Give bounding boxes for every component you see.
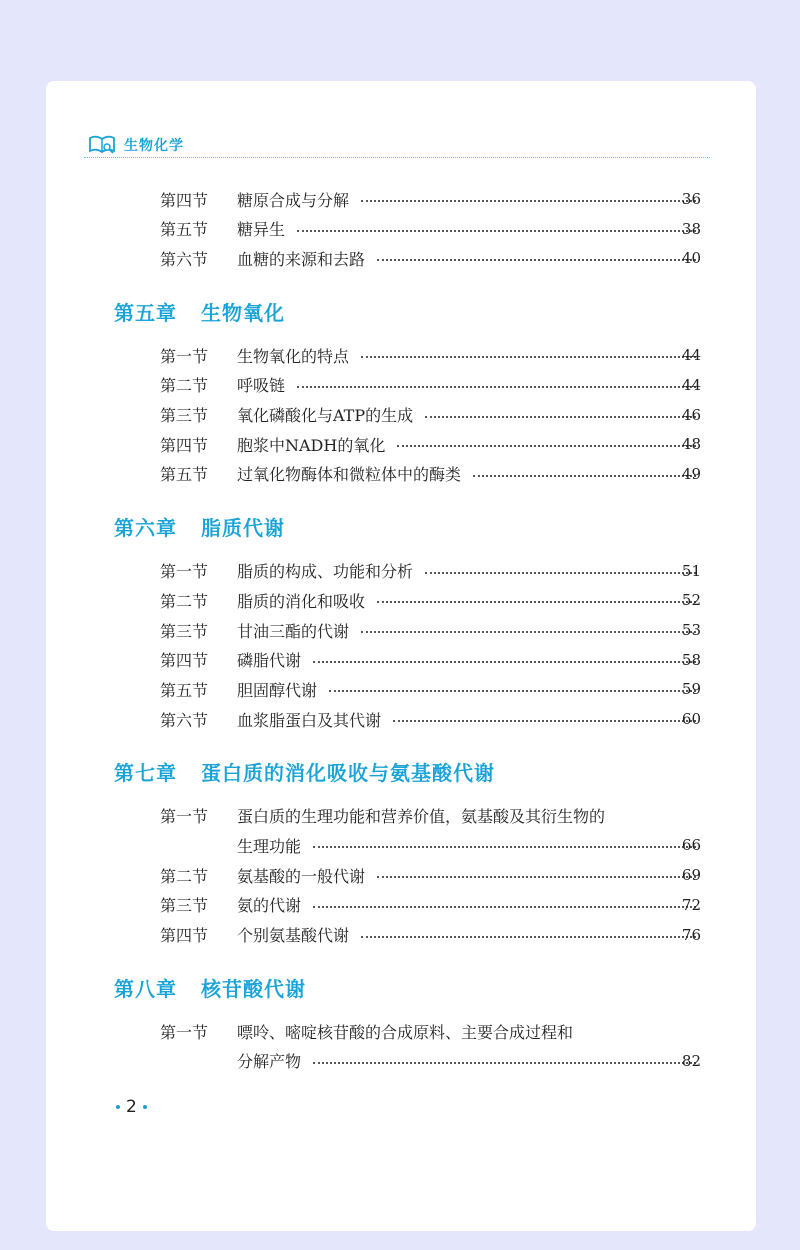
dot-leader	[313, 661, 696, 663]
chapter-title: 蛋白质的消化吸收与氨基酸代谢	[201, 761, 495, 786]
section-page-number: 38	[681, 219, 701, 238]
section-title: 氧化磷酸化与ATP的生成	[237, 406, 414, 425]
section-page-number: 53	[681, 621, 701, 639]
dot-leader	[393, 720, 696, 722]
section-title: 生物氧化的特点	[237, 346, 350, 366]
chapter-title: 生物氧化	[201, 300, 285, 325]
toc-entry-line	[46, 246, 756, 270]
footer-dot-left	[116, 1105, 120, 1109]
section-title: 过氧化物酶体和微粒体中的酶类	[237, 465, 462, 485]
section-title: 氨的代谢	[237, 896, 302, 916]
dot-leader	[361, 200, 696, 202]
section-title-wrap	[237, 893, 700, 916]
toc-entry-line	[46, 343, 756, 367]
section-number: 第四节	[160, 651, 209, 671]
section-title: 脂质的消化和吸收	[237, 591, 366, 611]
dot-leader	[377, 876, 696, 878]
section-title-wrap	[237, 619, 700, 642]
section-number: 第五节	[160, 220, 209, 240]
section-number: 第六节	[160, 710, 209, 730]
section-title-wrap	[237, 344, 700, 367]
section-number: 第三节	[160, 621, 209, 641]
section-number: 第四节	[160, 190, 209, 210]
section-number: 第六节	[160, 249, 209, 269]
toc-entry-line	[46, 1019, 756, 1043]
section-title: 分解产物	[237, 1052, 302, 1072]
section-page-number: 44	[681, 375, 701, 394]
chapter-heading	[114, 972, 306, 1002]
section-title-wrap	[237, 433, 700, 456]
toc-entry-line	[46, 863, 756, 887]
section-number: 第五节	[160, 465, 209, 485]
dot-leader	[397, 445, 696, 447]
toc-entry-line	[46, 217, 756, 241]
dot-leader	[425, 416, 696, 418]
section-title-line1: 嘌呤、嘧啶核苷酸的合成原料、主要合成过程和	[237, 1022, 574, 1042]
section-title: 呼吸链	[237, 376, 286, 396]
chapter-number: 第六章	[114, 516, 177, 541]
toc-entry-line	[46, 559, 756, 583]
section-page-number: 58	[681, 650, 701, 669]
section-number: 第四节	[160, 926, 209, 946]
toc-entry-line	[46, 618, 756, 642]
section-title-wrap	[237, 923, 700, 946]
chapter-number: 第八章	[114, 976, 177, 1001]
chapter-title: 脂质代谢	[201, 516, 285, 541]
toc-entry-line	[46, 187, 756, 211]
toc-entry-line	[46, 1049, 756, 1073]
section-number: 第二节	[160, 591, 209, 611]
footer-dot-right	[143, 1105, 147, 1109]
dot-leader	[377, 601, 696, 603]
section-title: 糖原合成与分解	[237, 190, 350, 210]
section-page-number: 48	[681, 435, 701, 454]
section-title-wrap	[237, 559, 700, 582]
dot-leader	[313, 846, 696, 848]
section-number: 第一节	[160, 807, 209, 827]
section-page-number: 44	[681, 346, 701, 365]
dot-leader	[361, 631, 696, 633]
dot-leader	[473, 475, 696, 477]
toc-entry-line	[46, 462, 756, 486]
toc-entry-line	[46, 588, 756, 612]
section-page-number: 46	[681, 405, 701, 424]
section-number: 第五节	[160, 680, 209, 700]
section-title-wrap	[237, 188, 700, 211]
section-title-wrap	[237, 373, 700, 396]
section-number: 第一节	[160, 562, 209, 582]
section-title: 脂质的构成、功能和分析	[237, 562, 414, 582]
section-title: 个别氨基酸代谢	[237, 926, 350, 946]
section-title: 氨基酸的一般代谢	[237, 866, 366, 886]
toc-entry-line	[46, 403, 756, 427]
section-title-wrap	[237, 589, 700, 612]
section-page-number: 72	[681, 895, 701, 914]
section-title-wrap	[237, 1049, 700, 1072]
page-sheet	[46, 81, 756, 1231]
section-page-number: 76	[681, 925, 701, 944]
section-number: 第一节	[160, 346, 209, 366]
section-title-wrap	[237, 834, 700, 857]
section-page-number: 40	[681, 249, 701, 268]
toc-entry-line	[46, 373, 756, 397]
section-page-number: 51	[681, 561, 701, 580]
section-title-wrap	[237, 678, 700, 701]
dot-leader	[329, 690, 696, 692]
section-title: 血浆脂蛋白及其代谢	[237, 710, 382, 730]
dot-leader	[297, 386, 696, 388]
chapter-heading	[114, 296, 285, 326]
section-page-number: 66	[681, 836, 701, 855]
header-title: 生物化学	[124, 138, 184, 154]
section-title-line1: 蛋白质的生理功能和营养价值，氨基酸及其衍生物的	[237, 807, 606, 827]
toc-entry-line	[46, 677, 756, 701]
section-title-wrap	[237, 403, 700, 426]
toc-entry-line	[46, 923, 756, 947]
section-number: 第四节	[160, 435, 209, 455]
toc-entry-line	[46, 833, 756, 857]
section-number: 第二节	[160, 866, 209, 886]
section-number: 第三节	[160, 406, 209, 425]
section-title-wrap	[237, 648, 700, 671]
chapter-title: 核苷酸代谢	[201, 976, 306, 1001]
chapter-number: 第五章	[114, 300, 177, 325]
section-page-number: 60	[681, 710, 701, 729]
section-number: 第一节	[160, 1022, 209, 1042]
section-page-number: 82	[681, 1051, 701, 1070]
section-page-number: 69	[681, 866, 701, 885]
section-page-number: 49	[681, 464, 701, 483]
table-of-contents	[46, 81, 756, 1231]
dot-leader	[425, 572, 696, 574]
section-title: 胞浆中NADH的氧化	[237, 435, 386, 455]
section-title-wrap	[237, 864, 700, 887]
section-number: 第二节	[160, 376, 209, 396]
toc-entry-line	[46, 648, 756, 672]
section-page-number: 52	[681, 591, 701, 610]
section-title-wrap	[237, 708, 700, 731]
dot-leader	[313, 1062, 696, 1064]
toc-entry-line	[46, 707, 756, 731]
section-title: 血糖的来源和去路	[237, 249, 366, 269]
section-title-wrap	[237, 804, 700, 827]
page-number: 2	[126, 1097, 137, 1117]
section-number: 第三节	[160, 896, 209, 916]
section-title-wrap	[237, 247, 700, 270]
dot-leader	[297, 230, 696, 232]
section-title: 胆固醇代谢	[237, 680, 318, 700]
toc-entry-line	[46, 893, 756, 917]
section-title-wrap	[237, 462, 700, 485]
section-title-wrap	[237, 217, 700, 240]
dot-leader	[361, 356, 696, 358]
page-footer	[116, 1097, 147, 1117]
chapter-heading	[114, 512, 285, 542]
dot-leader	[313, 906, 696, 908]
toc-entry-line	[46, 804, 756, 828]
chapter-number: 第七章	[114, 761, 177, 786]
section-title: 生理功能	[237, 836, 302, 856]
section-title: 磷脂代谢	[237, 651, 302, 671]
dot-leader	[361, 936, 696, 938]
dot-leader	[377, 259, 696, 261]
section-title: 甘油三酯的代谢	[237, 621, 350, 641]
section-title-wrap	[237, 1020, 700, 1043]
chapter-heading	[114, 757, 495, 787]
section-page-number: 36	[681, 190, 701, 208]
toc-entry-line	[46, 432, 756, 456]
section-title: 糖异生	[237, 220, 286, 240]
section-page-number: 59	[681, 680, 701, 699]
